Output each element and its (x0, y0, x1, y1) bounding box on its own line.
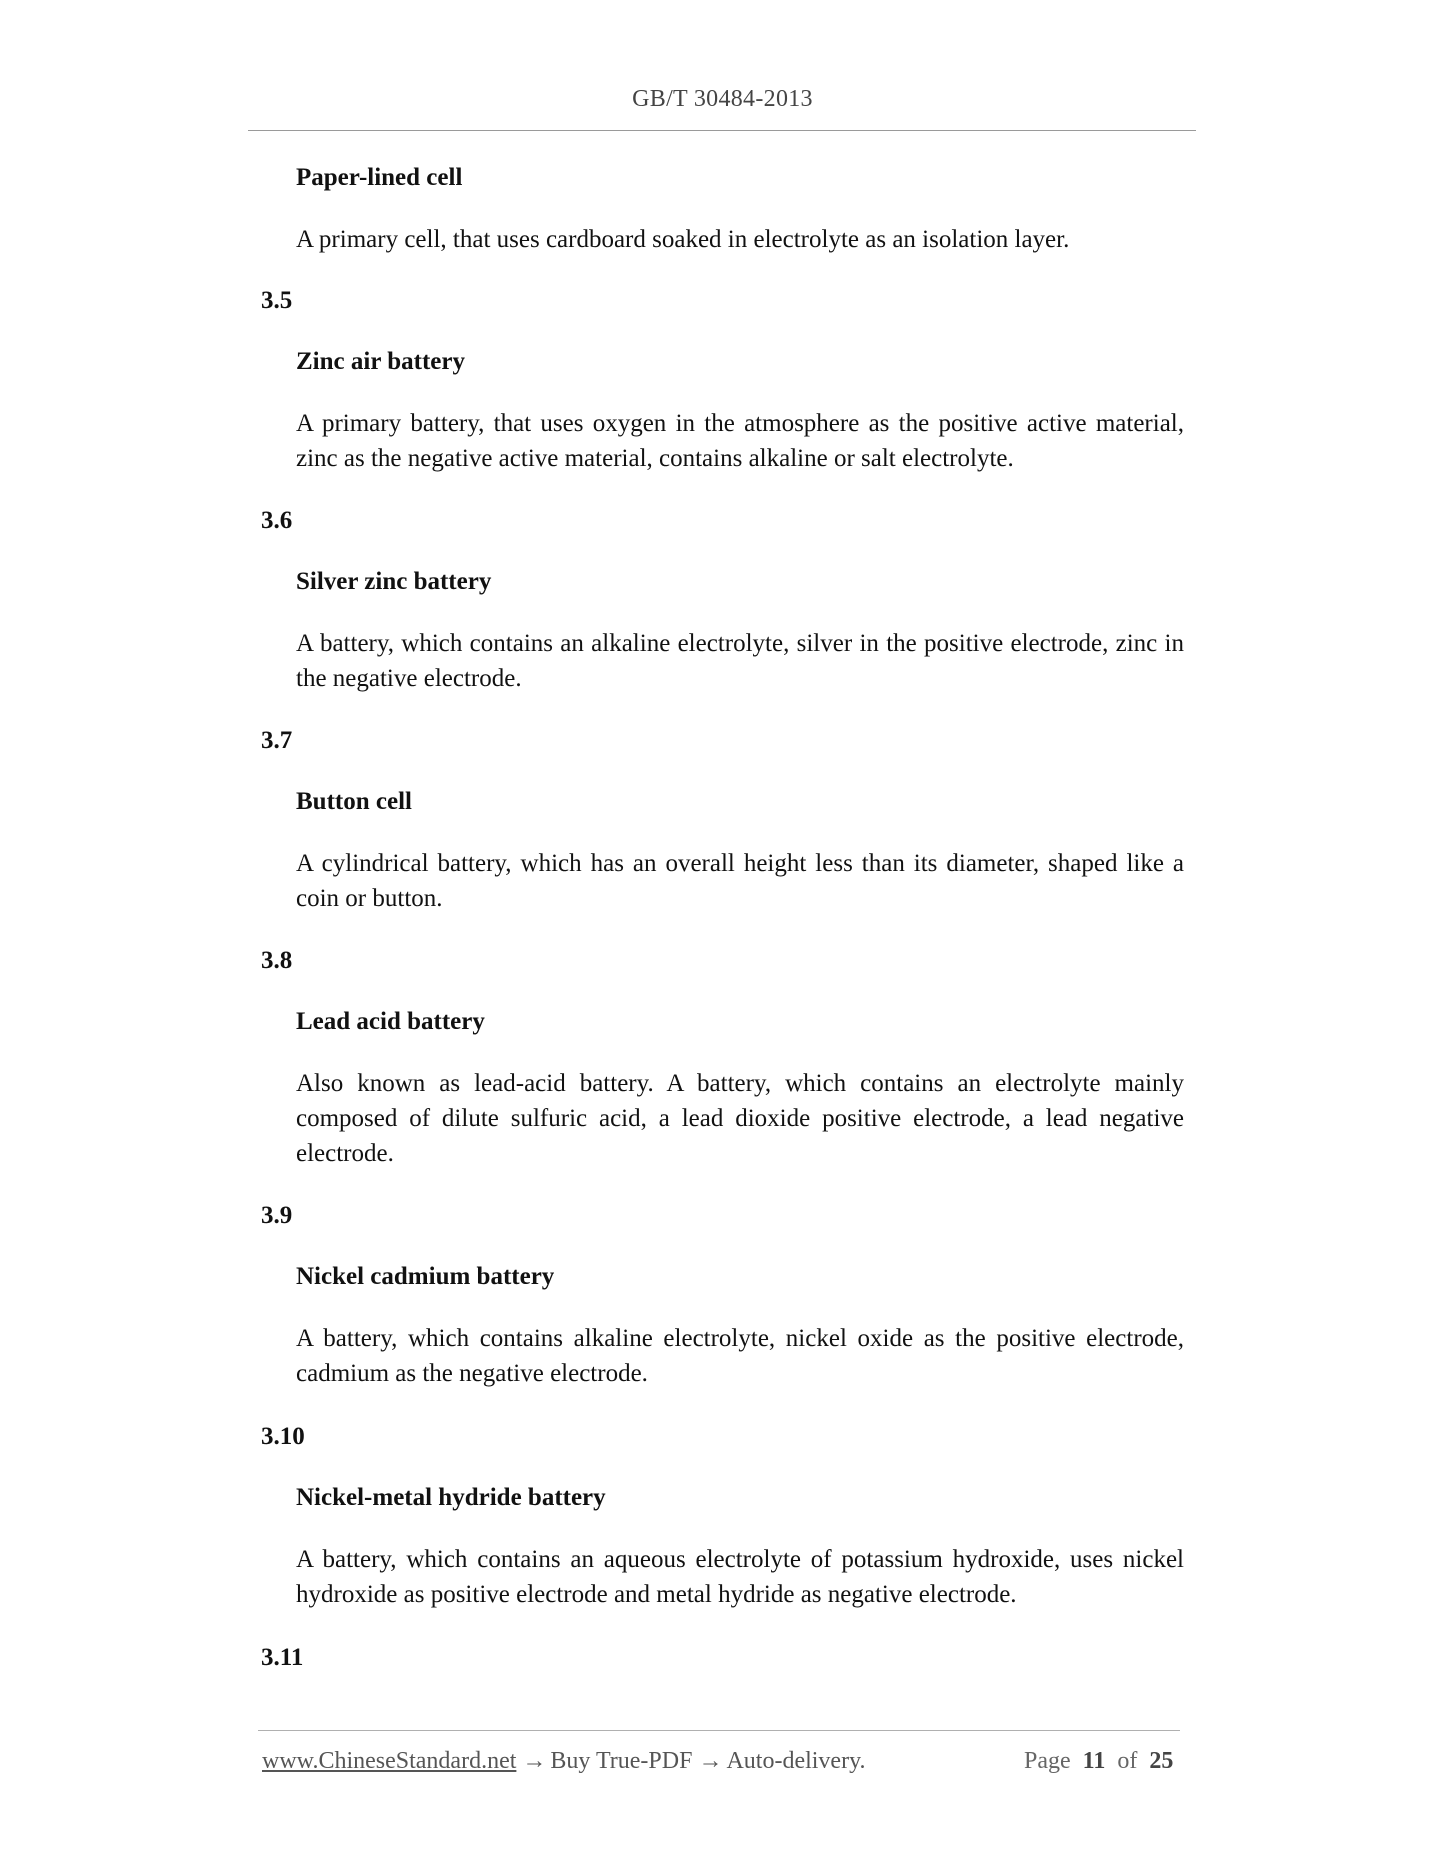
document-header: GB/T 30484-2013 (632, 86, 813, 112)
right-arrow-icon: → (522, 1748, 547, 1774)
term-definition: A primary battery, that uses oxygen in the atmosphere as the positive active material, zinc as the negative active material, contains alkaline or salt electrolyte. (296, 410, 1184, 472)
term-title: Button cell (296, 788, 412, 815)
header-divider (248, 130, 1196, 131)
term-title: Nickel-metal hydride battery (296, 1484, 606, 1511)
footer-divider (258, 1730, 1180, 1731)
section-number: 3.10 (261, 1423, 305, 1450)
section-number: 3.11 (261, 1644, 304, 1671)
buy-pdf-text: Buy True-PDF (550, 1748, 693, 1774)
section-number: 3.7 (261, 727, 293, 754)
right-arrow-icon: → (698, 1748, 723, 1774)
auto-delivery-text: Auto-delivery. (726, 1748, 866, 1774)
term-definition: Also known as lead-acid battery. A battery, which contains an electrolyte mainly composed of dilute sulfuric acid, a lead dioxide positive electrode, a lead negative electrode. (296, 1070, 1184, 1167)
term-definition: A battery, which contains alkaline electrolyte, nickel oxide as the positive electrode, cadmium as the negative electrode. (296, 1325, 1184, 1387)
term-definition: A cylindrical battery, which has an overall height less than its diameter, shaped like a coin or button. (296, 850, 1184, 912)
website-link[interactable]: www.ChineseStandard.net (262, 1748, 517, 1774)
term-title: Paper-lined cell (296, 164, 463, 191)
term-definition: A primary cell, that uses cardboard soaked in electrolyte as an isolation layer. (296, 226, 1070, 253)
page-indicator (1024, 1748, 1173, 1775)
page-label: Page (1024, 1748, 1071, 1774)
term-definition: A battery, which contains an aqueous electrolyte of potassium hydroxide, uses nickel hydroxide as positive electrode and metal hydride as negative electrode. (296, 1546, 1184, 1608)
term-definition: A battery, which contains an alkaline electrolyte, silver in the positive electrode, zinc in the negative electrode. (296, 630, 1184, 692)
section-number: 3.8 (261, 947, 293, 974)
term-title: Zinc air battery (296, 348, 465, 375)
section-number: 3.6 (261, 507, 293, 534)
term-title: Silver zinc battery (296, 568, 492, 595)
term-title: Lead acid battery (296, 1008, 485, 1035)
current-page-number: 11 (1082, 1748, 1106, 1774)
term-title: Nickel cadmium battery (296, 1263, 555, 1290)
of-label: of (1117, 1748, 1138, 1774)
section-number: 3.5 (261, 287, 293, 314)
total-page-number: 25 (1149, 1748, 1174, 1774)
footer-promo (262, 1748, 866, 1775)
section-number: 3.9 (261, 1202, 293, 1229)
